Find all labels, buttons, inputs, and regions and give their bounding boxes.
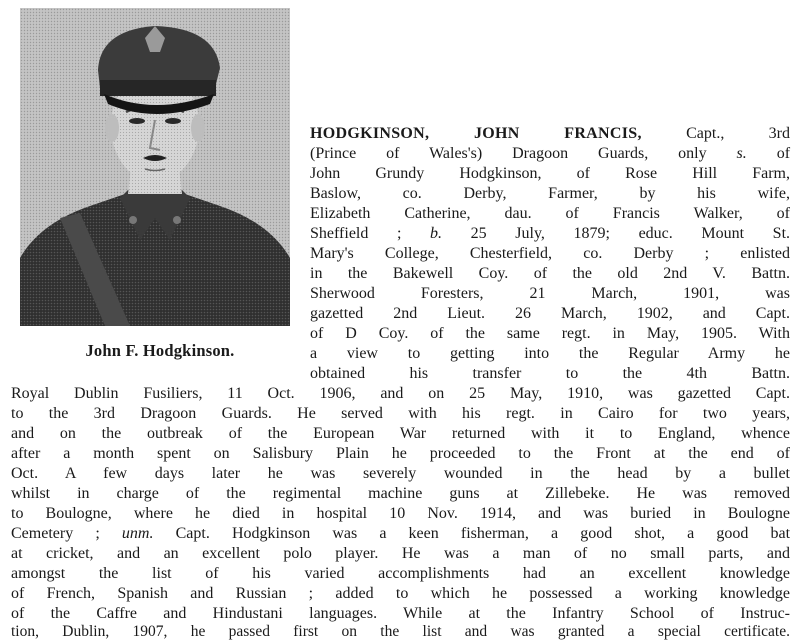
entry-line: at cricket, and an excellent polo player. He was a man of no small parts, and xyxy=(11,545,790,562)
entry-line: Baslow, co. Derby, Farmer, by his wife, xyxy=(310,185,790,202)
entry-line: obtained his transfer to the 4th Battn. xyxy=(310,365,790,382)
entry-line: (Prince of Wales's) Dragoon Guards, only s. of xyxy=(310,145,791,162)
entry-line: amongst the list of his varied accomplishments had an excellent knowledge xyxy=(11,565,790,582)
portrait-photo xyxy=(20,8,290,326)
entry-line: a view to getting into the Regular Army he xyxy=(310,345,790,362)
entry-line: to the 3rd Dragoon Guards. He served with his regt. in Cairo for two years, xyxy=(11,405,790,422)
entry-line: John Grundy Hodgkinson, of Rose Hill Farm, xyxy=(310,165,790,182)
entry-line: of French, Spanish and Russian ; added to which he possessed a working knowledge xyxy=(11,585,790,602)
entry-line: Royal Dublin Fusiliers, 11 Oct. 1906, and on 25 May, 1910, was gazetted Capt. xyxy=(11,385,790,402)
entry-line: and on the outbreak of the European War returned with it to England, whence xyxy=(11,425,790,442)
entry-line: Sherwood Foresters, 21 March, 1901, was xyxy=(310,285,790,302)
entry-line: Oct. A few days later he was severely wounded in the head by a bullet xyxy=(11,465,790,482)
entry-line: to Boulogne, where he died in hospital 10 Nov. 1914, and was buried in Boulogne xyxy=(11,505,790,522)
entry-line: of the Caffre and Hindustani languages. While at the Infantry School of Instruc- xyxy=(11,605,790,622)
entry-line: after a month spent on Salisbury Plain he proceeded to the Front at the end of xyxy=(11,445,790,462)
entry-line: whilst in charge of the regimental machine guns at Zillebeke. He was removed xyxy=(11,485,790,502)
entry-line: tion, Dublin, 1907, he passed first on the list and was granted a special certificate. xyxy=(11,623,790,640)
entry-name: HODGKINSON, JOHN FRANCIS, xyxy=(310,125,642,142)
entry-line: Elizabeth Catherine, dau. of Francis Walker, of xyxy=(310,205,790,222)
entry-line: of D Coy. of the same regt. in May, 1905. With xyxy=(310,325,790,342)
entry-line: gazetted 2nd Lieut. 26 March, 1902, and Capt. xyxy=(310,305,790,322)
entry-line: HODGKINSON, JOHN FRANCIS, Capt., 3rd xyxy=(310,125,790,142)
entry-line: Mary's College, Chesterfield, co. Derby ; enlisted xyxy=(310,245,790,262)
entry-line: Sheffield ; b. 25 July, 1879; educ. Mount St. xyxy=(310,225,791,242)
portrait-photo-drawing xyxy=(20,8,290,326)
entry-line: Cemetery ; unm. Capt. Hodgkinson was a keen fisherman, a good shot, a good bat xyxy=(11,525,791,542)
entry-line: in the Bakewell Coy. of the old 2nd V. Battn. xyxy=(310,265,790,282)
portrait-caption: John F. Hodgkinson. xyxy=(85,341,235,360)
